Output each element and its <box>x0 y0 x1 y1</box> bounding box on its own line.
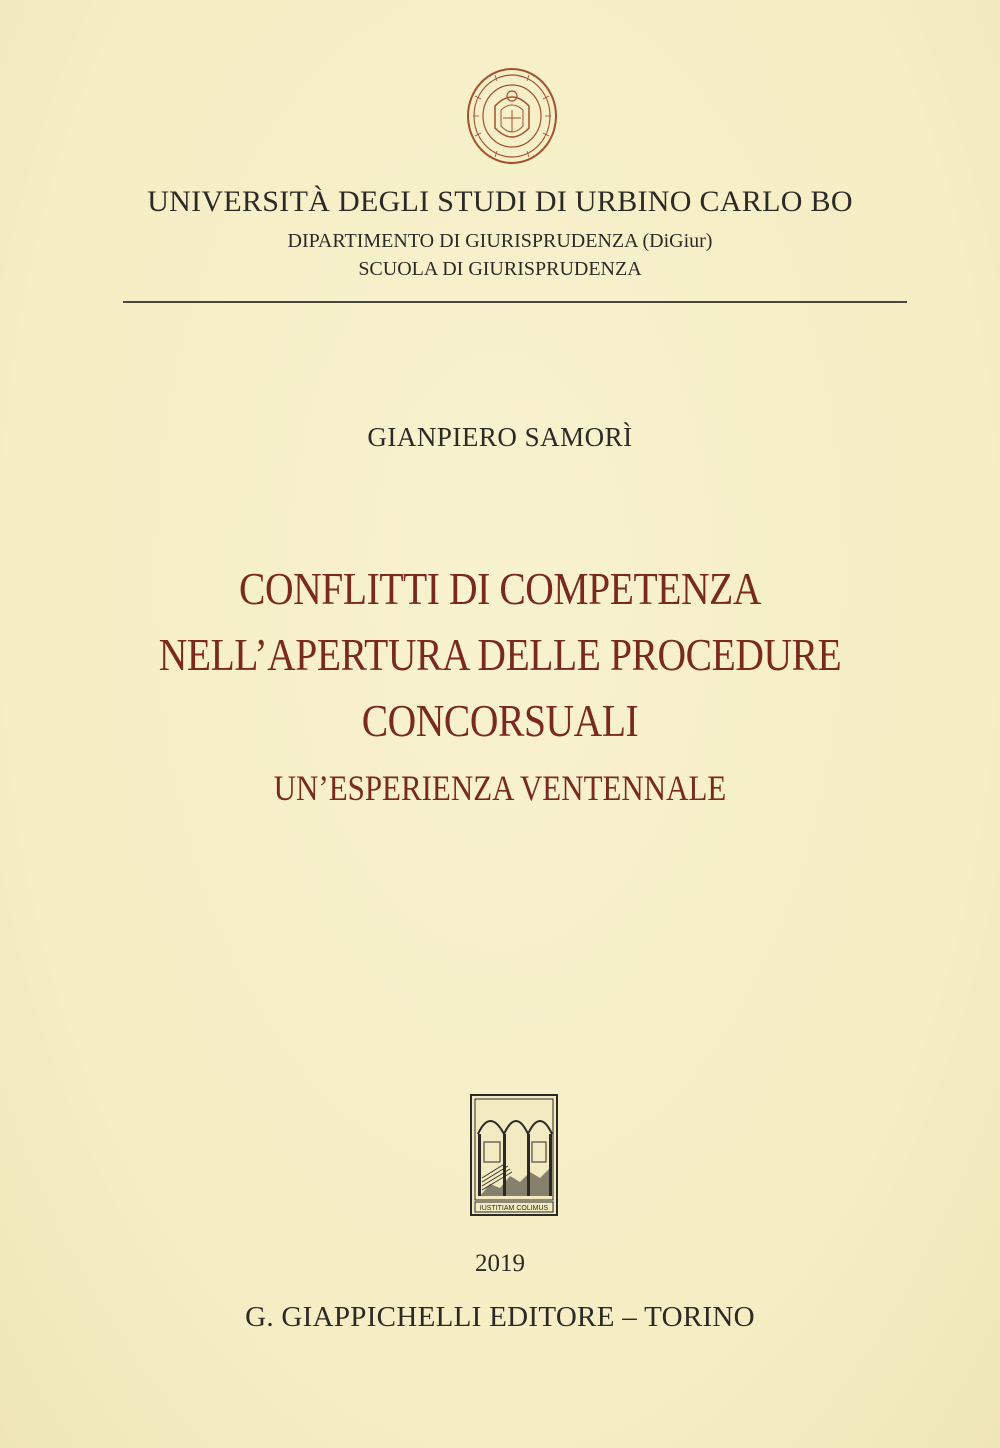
title-line-2: NELL’APERTURA DELLE PROCEDURE <box>158 629 842 680</box>
book-subtitle: UN’ESPERIENZA VENTENNALE <box>273 768 727 808</box>
school-name: SCUOLA DI GIURISPRUDENZA <box>358 258 642 280</box>
publication-year: 2019 <box>475 1250 525 1277</box>
author-name: GIANPIERO SAMORÌ <box>367 422 633 452</box>
title-line-1: CONFLITTI DI COMPETENZA <box>239 563 761 614</box>
university-seal-icon <box>465 66 559 166</box>
publisher-name: G. GIAPPICHELLI EDITORE – TORINO <box>245 1301 755 1333</box>
header-divider <box>123 301 907 303</box>
university-name: UNIVERSITÀ DEGLI STUDI DI URBINO CARLO BO <box>147 185 853 218</box>
title-line-3: CONCORSUALI <box>361 695 639 746</box>
emblem-motto: IUSTITIAM COLIMUS <box>479 1205 549 1212</box>
publisher-emblem-icon <box>470 1094 558 1216</box>
department-name: DIPARTIMENTO DI GIURISPRUDENZA (DiGiur) <box>287 230 713 252</box>
